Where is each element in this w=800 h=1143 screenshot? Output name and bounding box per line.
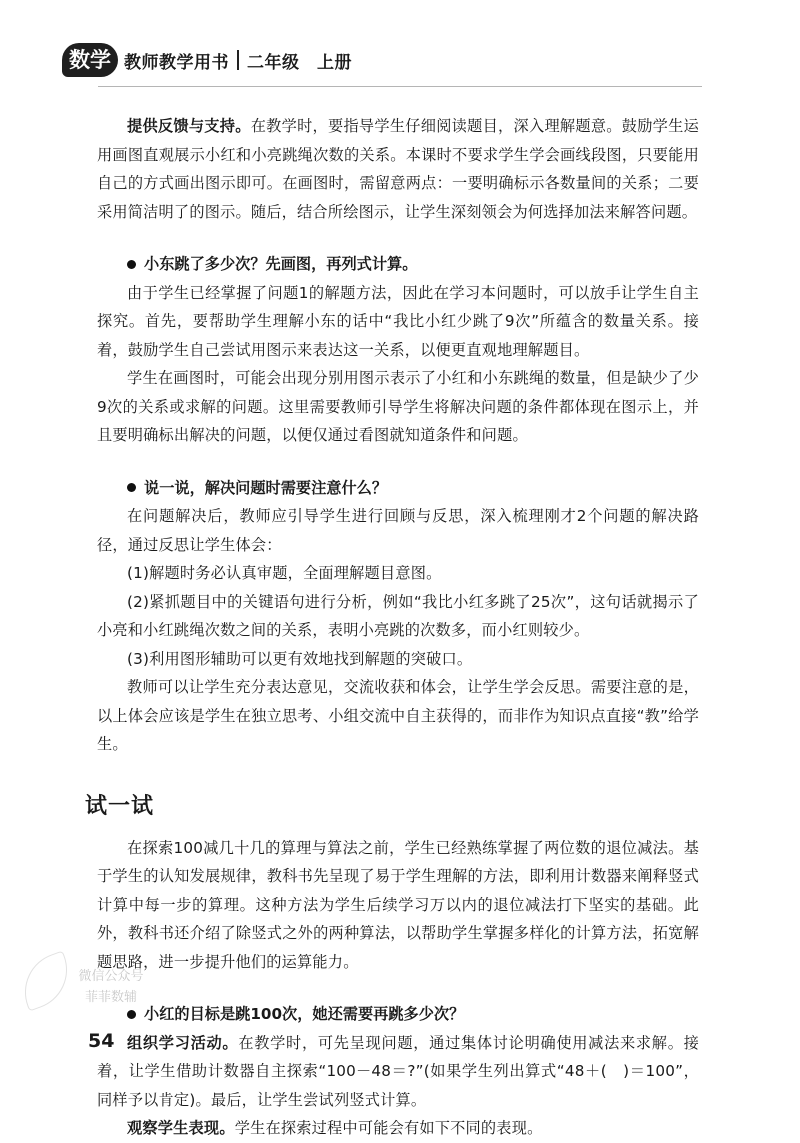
- grade-label: 二年级 上册: [247, 52, 352, 73]
- section-title: 试一试: [85, 793, 155, 819]
- page-number: 54: [88, 1030, 115, 1052]
- watermark-line: 菲菲数辅: [84, 990, 137, 1005]
- paragraph-text: 在教学时，要指导学生仔细阅读题目，深入理解题意。鼓励学生运用画图直观展示小红和小亮跳绳次数的关系。本课时不要求学生学会画线段图，只要能用自己的方式画出图示即可。在画图时，需留意两点：一要明确标示各数量间的关系；二要采用简洁明了的图示。随后，结合所绘图示，让学生深刻领会为何选择加法来解答问题。: [97, 117, 699, 221]
- paragraph: 在问题解决后，教师应引导学生进行回顾与反思，深入梳理刚才2个问题的解决路径，通过反思让学生体会：: [97, 507, 699, 554]
- bullet-icon: [127, 483, 136, 492]
- brand-logo: 数学: [62, 43, 118, 77]
- paragraph-text: 学生在探索过程中可能会有如下不同的表现。: [234, 1119, 543, 1137]
- paragraph-observe: [97, 1114, 699, 1143]
- header-rule: [98, 86, 702, 87]
- question-text: 小东跳了多少次？先画图，再列式计算。: [144, 255, 418, 273]
- question-heading: [97, 474, 699, 503]
- paragraph-feedback: [97, 112, 699, 226]
- paragraph-lead: 提供反馈与支持。: [127, 117, 251, 135]
- list-item: (3)利用图形辅助可以更有效地找到解题的突破口。: [127, 649, 473, 668]
- bullet-icon: [127, 1010, 136, 1019]
- list-item: (1)解题时务必认真审题，全面理解题目意图。: [127, 564, 442, 582]
- book-title: 教师教学用书: [124, 52, 229, 73]
- paragraph-text: 在教学时，可先呈现问题，通过集体讨论明确使用减法来求解。接着，让学生借助计数器自主探索“100－48＝?”(如果学生列出算式“48＋( )＝100”，同样予以肯定)。最后，让学生尝试列竖式计算。: [97, 1033, 699, 1109]
- watermark: [56, 966, 166, 1008]
- header-separator: [237, 50, 239, 70]
- paragraph-lead: 观察学生表现。: [127, 1119, 235, 1137]
- paragraph: 由于学生已经掌握了问题1的解题方法，因此在学习本问题时，可以放手让学生自主探究。首先，要帮助学生理解小东的话中“我比小红少跳了9次”所蕴含的数量关系。接着，鼓励学生自己尝试用图示来表达这一关系，以便更直观地理解题目。: [97, 283, 699, 359]
- question-text: 小红的目标是跳100次，她还需要再跳多少次？: [144, 1005, 465, 1023]
- list-item: (2)紧抓题目中的关键语句进行分析，例如“我比小红多跳了25次”，这句话就揭示了小亮和小红跳绳次数之间的关系，表明小亮跳的次数多，而小红则较少。: [97, 592, 699, 639]
- paragraph-lead: 组织学习活动。: [127, 1033, 239, 1052]
- question-text: 说一说，解决问题时需要注意什么？: [144, 478, 387, 497]
- paragraph: 在探索100减几十几的算理与算法之前，学生已经熟练掌握了两位数的退位减法。基于学生的认知发展规律，教科书先呈现了易于学生理解的方法，即利用计数器来阐释竖式计算中每一步的算理。这种方法为学生后续学习万以内的退位减法打下坚实的基础。此外，教科书还介绍了除竖式之外的两种算法，以帮助学生掌握多样化的计算方法，拓宽解题思路，进一步提升他们的运算能力。: [97, 838, 699, 971]
- paragraph-activity: [97, 1029, 699, 1115]
- bullet-icon: [127, 260, 136, 269]
- paragraph: 学生在画图时，可能会出现分别用图示表示了小红和小东跳绳的数量，但是缺少了少9次的关系或求解的问题。这里需要教师引导学生将解决问题的条件都体现在图示上，并且要明确标出解决的问题，以便仅通过看图就知道条件和问题。: [97, 369, 699, 444]
- running-header: [62, 40, 352, 80]
- question-heading: [97, 250, 699, 279]
- paragraph: 教师可以让学生充分表达意见，交流收获和体会，让学生学会反思。需要注意的是，以上体会应该是学生在独立思考、小组交流中自主获得的，而非作为知识点直接“教”给学生。: [97, 678, 699, 753]
- page-body: [85, 112, 699, 1143]
- watermark-line: 微信公众号: [78, 969, 144, 984]
- question-heading: [97, 1000, 699, 1029]
